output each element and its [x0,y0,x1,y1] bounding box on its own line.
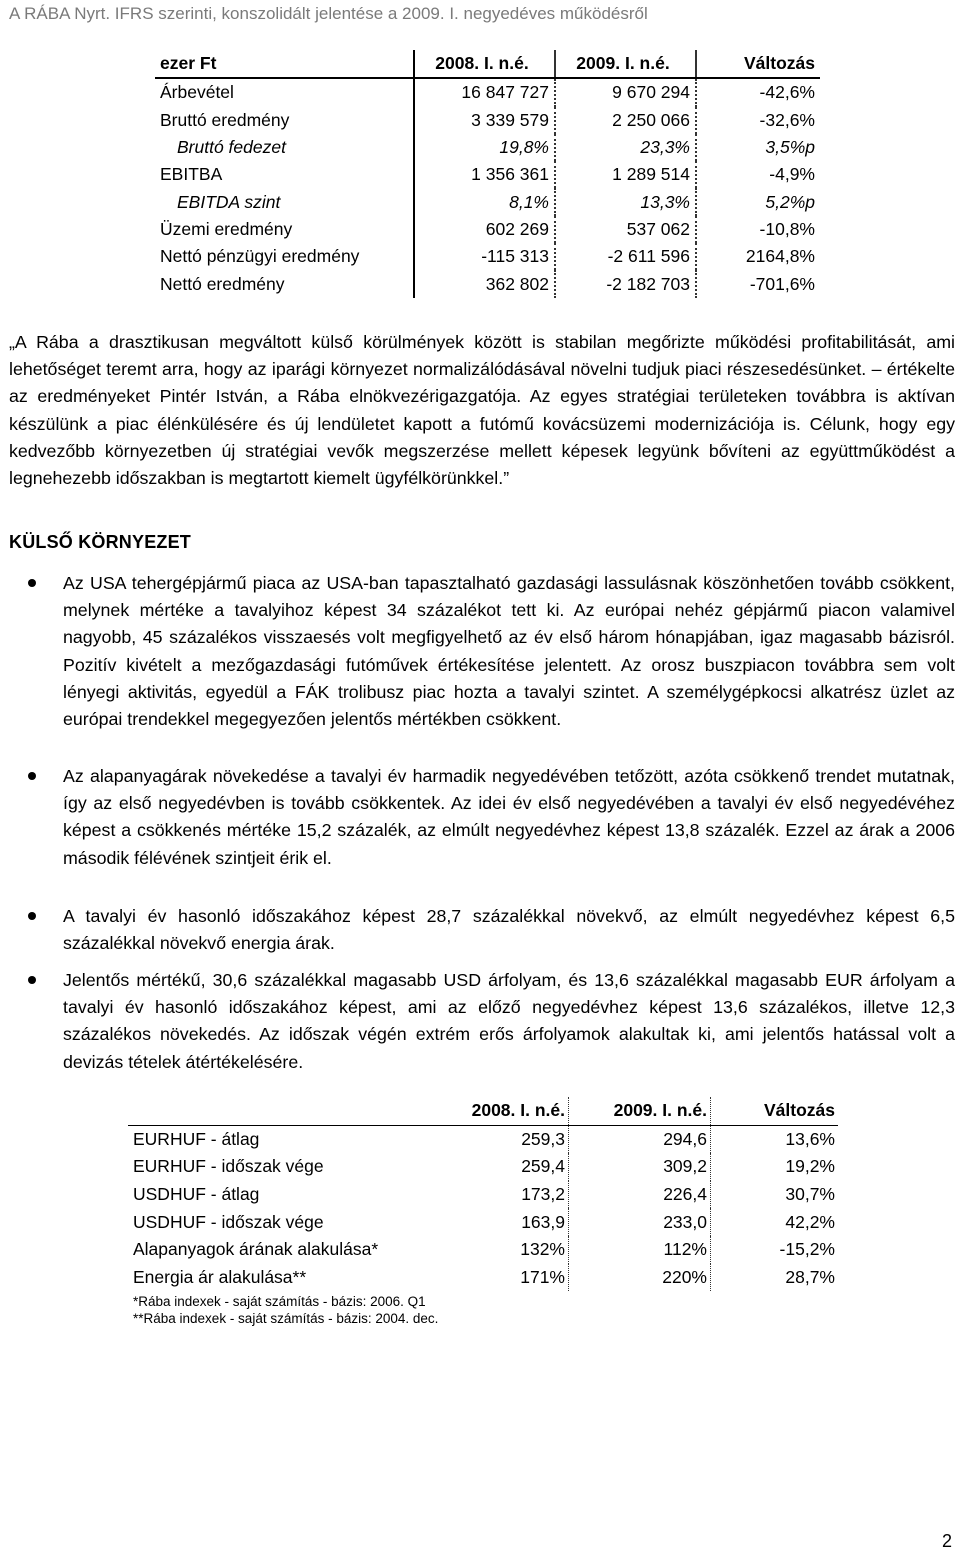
table-row [155,243,820,270]
cell-value: 9 670 294 [555,78,696,106]
cell-value: 112% [569,1236,711,1264]
cell-value: -2 611 596 [555,243,696,270]
page-number: 2 [941,1531,952,1551]
row-label: Bruttó eredmény [155,107,414,134]
cell-value: -701,6% [749,273,815,294]
table-row [128,1153,838,1181]
cell-value: 2164,8% [745,246,815,267]
cell-value: 309,2 [569,1153,711,1181]
table-row [155,188,820,215]
list-item [28,903,955,957]
footnote: *Rába indexek - saját számítás - bázis: 2006. Q1 [133,1294,426,1309]
row-label: USDHUF - időszak vége [133,1211,324,1232]
page-header: A RÁBA Nyrt. IFRS szerinti, konszolidált jelentése a 2009. I. negyedéves működésről [9,4,648,23]
cell-value: 3,5%p [765,137,815,158]
cell-value: -4,9% [769,164,815,185]
ceo-quote-paragraph [9,329,955,492]
cell-value: 16 847 727 [414,78,555,106]
cell-value: 220% [569,1264,711,1292]
row-label: Üzemi eredmény [155,216,414,243]
table-row [128,1181,838,1209]
row-label: Nettó pénzügyi eredmény [155,243,414,270]
cell-value: 2 250 066 [555,107,696,134]
column-header: 2009. I. n.é. [555,50,696,78]
quote-part-2: – értékelte az eredményeket Pintér István, a Rába elnökvezérigazgatója. Az egyes stratégiai területeken továbbra is aktívan készülünk a piac élénkülésére és új lendületet kapott a futómű kovácsüzemi modernizációja is. Célunk, hogy egy kedvezőbb környezetben új stratégiai vevők megszerzése mellett képesek legyünk bővíteni az együttműködést a legnehezebb időszakban is megtartott kiemelt ügyfélkörünkkel.” [9,359,955,489]
cell-value: 19,8% [414,134,555,161]
bullet-icon [28,976,36,984]
table-row [155,134,820,161]
cell-value: 233,0 [569,1208,711,1236]
table-row [128,1125,838,1153]
list-item [28,570,955,733]
cell-value: 23,3% [555,134,696,161]
list-item-text: Az USA tehergépjármű piaca az USA-ban tapasztalható gazdasági lassulásnak köszönhetően tovább csökkent, melynek mértéke a tavalyihoz képest 34 százalékot tett ki. Az európai nehéz gépjármű piacon valamivel nagyobb, 45 százalékos visszaesés volt megfigyelhető az év első három hónapjában, igaz magasabb bázisról. Pozitív kivételt a mezőgazdasági futóművek értékesítése jelentett. Az orosz buszpiacon továbbra sem volt lényegi aktivitás, egyedül a FÁK trolibusz piac hozta a tavalyi szintet. A személygépkocsi alkatrész üzlet az európai trendekkel megegyezően jelentős mértékben csökkent. [63,573,955,730]
cell-value: -115 313 [414,243,555,270]
table-row [128,1264,838,1292]
cell-value: 163,9 [433,1208,569,1236]
row-label: Bruttó fedezet [155,134,414,161]
column-header: ezer Ft [155,50,414,78]
cell-value: 132% [433,1236,569,1264]
table-row [155,216,820,243]
table-row [155,270,820,297]
column-header [128,1097,433,1125]
cell-value: 226,4 [569,1181,711,1209]
cell-value: 5,2%p [765,191,815,212]
cell-value: -10,8% [759,218,815,239]
table-row [128,1236,838,1264]
cell-value: 3 339 579 [414,107,555,134]
table-header-row [128,1097,838,1125]
cell-value: 294,6 [569,1125,711,1153]
cell-value: 42,2% [785,1211,835,1232]
row-label: EURHUF - időszak vége [133,1156,324,1177]
row-label: EURHUF - átlag [133,1128,260,1149]
list-item-text: A tavalyi év hasonló időszakához képest 28,7 százalékkal növekvő, az elmúlt negyedévhez képest 6,5 százalékkal növekvő energia árak. [63,906,955,954]
cell-value: 8,1% [414,188,555,215]
column-header: 2009. I. n.é. [569,1097,711,1125]
column-header: 2008. I. n.é. [414,50,555,78]
cell-value: 1 356 361 [414,161,555,188]
cell-value: 362 802 [414,270,555,297]
cell-value: 537 062 [555,216,696,243]
exchange-rate-table [128,1097,838,1291]
cell-value: -42,6% [759,82,815,103]
financial-summary-table [155,50,820,298]
cell-value: 173,2 [433,1181,569,1209]
row-label: Energia ár alakulása** [133,1266,307,1287]
quote-part-1: „A Rába a drasztikusan megváltott külső körülmények között is stabilan megőrizte működési profitabilitását, ami lehetőséget teremt arra, hogy az iparági környezet normalizálódásával növelni tudjuk piaci részesedésünket. [9,332,955,380]
cell-value: 602 269 [414,216,555,243]
bullet-icon [28,579,36,587]
column-header: Változás [696,50,820,78]
row-label: EBITDA szint [155,188,414,215]
cell-value: 13,3% [555,188,696,215]
cell-value: 30,7% [785,1184,835,1205]
row-label: Árbevétel [155,78,414,106]
cell-value: 1 289 514 [555,161,696,188]
row-label: Nettó eredmény [155,270,414,297]
footnote: **Rába indexek - saját számítás - bázis: 2004. dec. [133,1311,439,1326]
column-header: 2008. I. n.é. [433,1097,569,1125]
table-row [155,107,820,134]
column-header: Változás [711,1097,839,1125]
cell-value: -2 182 703 [555,270,696,297]
cell-value: 13,6% [785,1128,835,1149]
cell-value: 171% [433,1264,569,1292]
table-row [155,78,820,106]
row-label: EBITBA [155,161,414,188]
table-header-row [155,50,820,78]
cell-value: 19,2% [785,1156,835,1177]
bullet-icon [28,912,36,920]
cell-value: 259,3 [433,1125,569,1153]
section-title: KÜLSŐ KÖRNYEZET [9,532,192,552]
list-item [28,967,955,1076]
cell-value: -15,2% [779,1239,835,1260]
row-label: Alapanyagok árának alakulása* [133,1239,379,1260]
cell-value: -32,6% [759,109,815,130]
bullet-icon [28,772,36,780]
cell-value: 28,7% [785,1266,835,1287]
list-item [28,763,955,872]
table-row [128,1208,838,1236]
table-row [155,161,820,188]
list-item-text: Az alapanyagárak növekedése a tavalyi év harmadik negyedévében tetőzött, azóta csökkenő trendet mutatnak, így az első negyedévben is tovább csökkentek. Az idei év első negyedévében a tavalyi év első negyedévéhez képest a csökkenés mértéke 15,2 százalék, az elmúlt negyedévhez képest 13,8 százalék. Ezzel az árak a 2006 második félévének szintjeit érik el. [63,766,955,868]
cell-value: 259,4 [433,1153,569,1181]
row-label: USDHUF - átlag [133,1184,260,1205]
list-item-text: Jelentős mértékű, 30,6 százalékkal magasabb USD árfolyam, és 13,6 százalékkal magasabb EUR árfolyam a tavalyi év hasonló időszakához képest, ami az előző negyedévhez képest 13,6 százalékos, illetve 12,3 százalékos növekedés. Az időszak végén extrém erős árfolyamok alakultak ki, ami jelentős hatással volt a devizás tételek átértékelésére. [63,970,955,1072]
